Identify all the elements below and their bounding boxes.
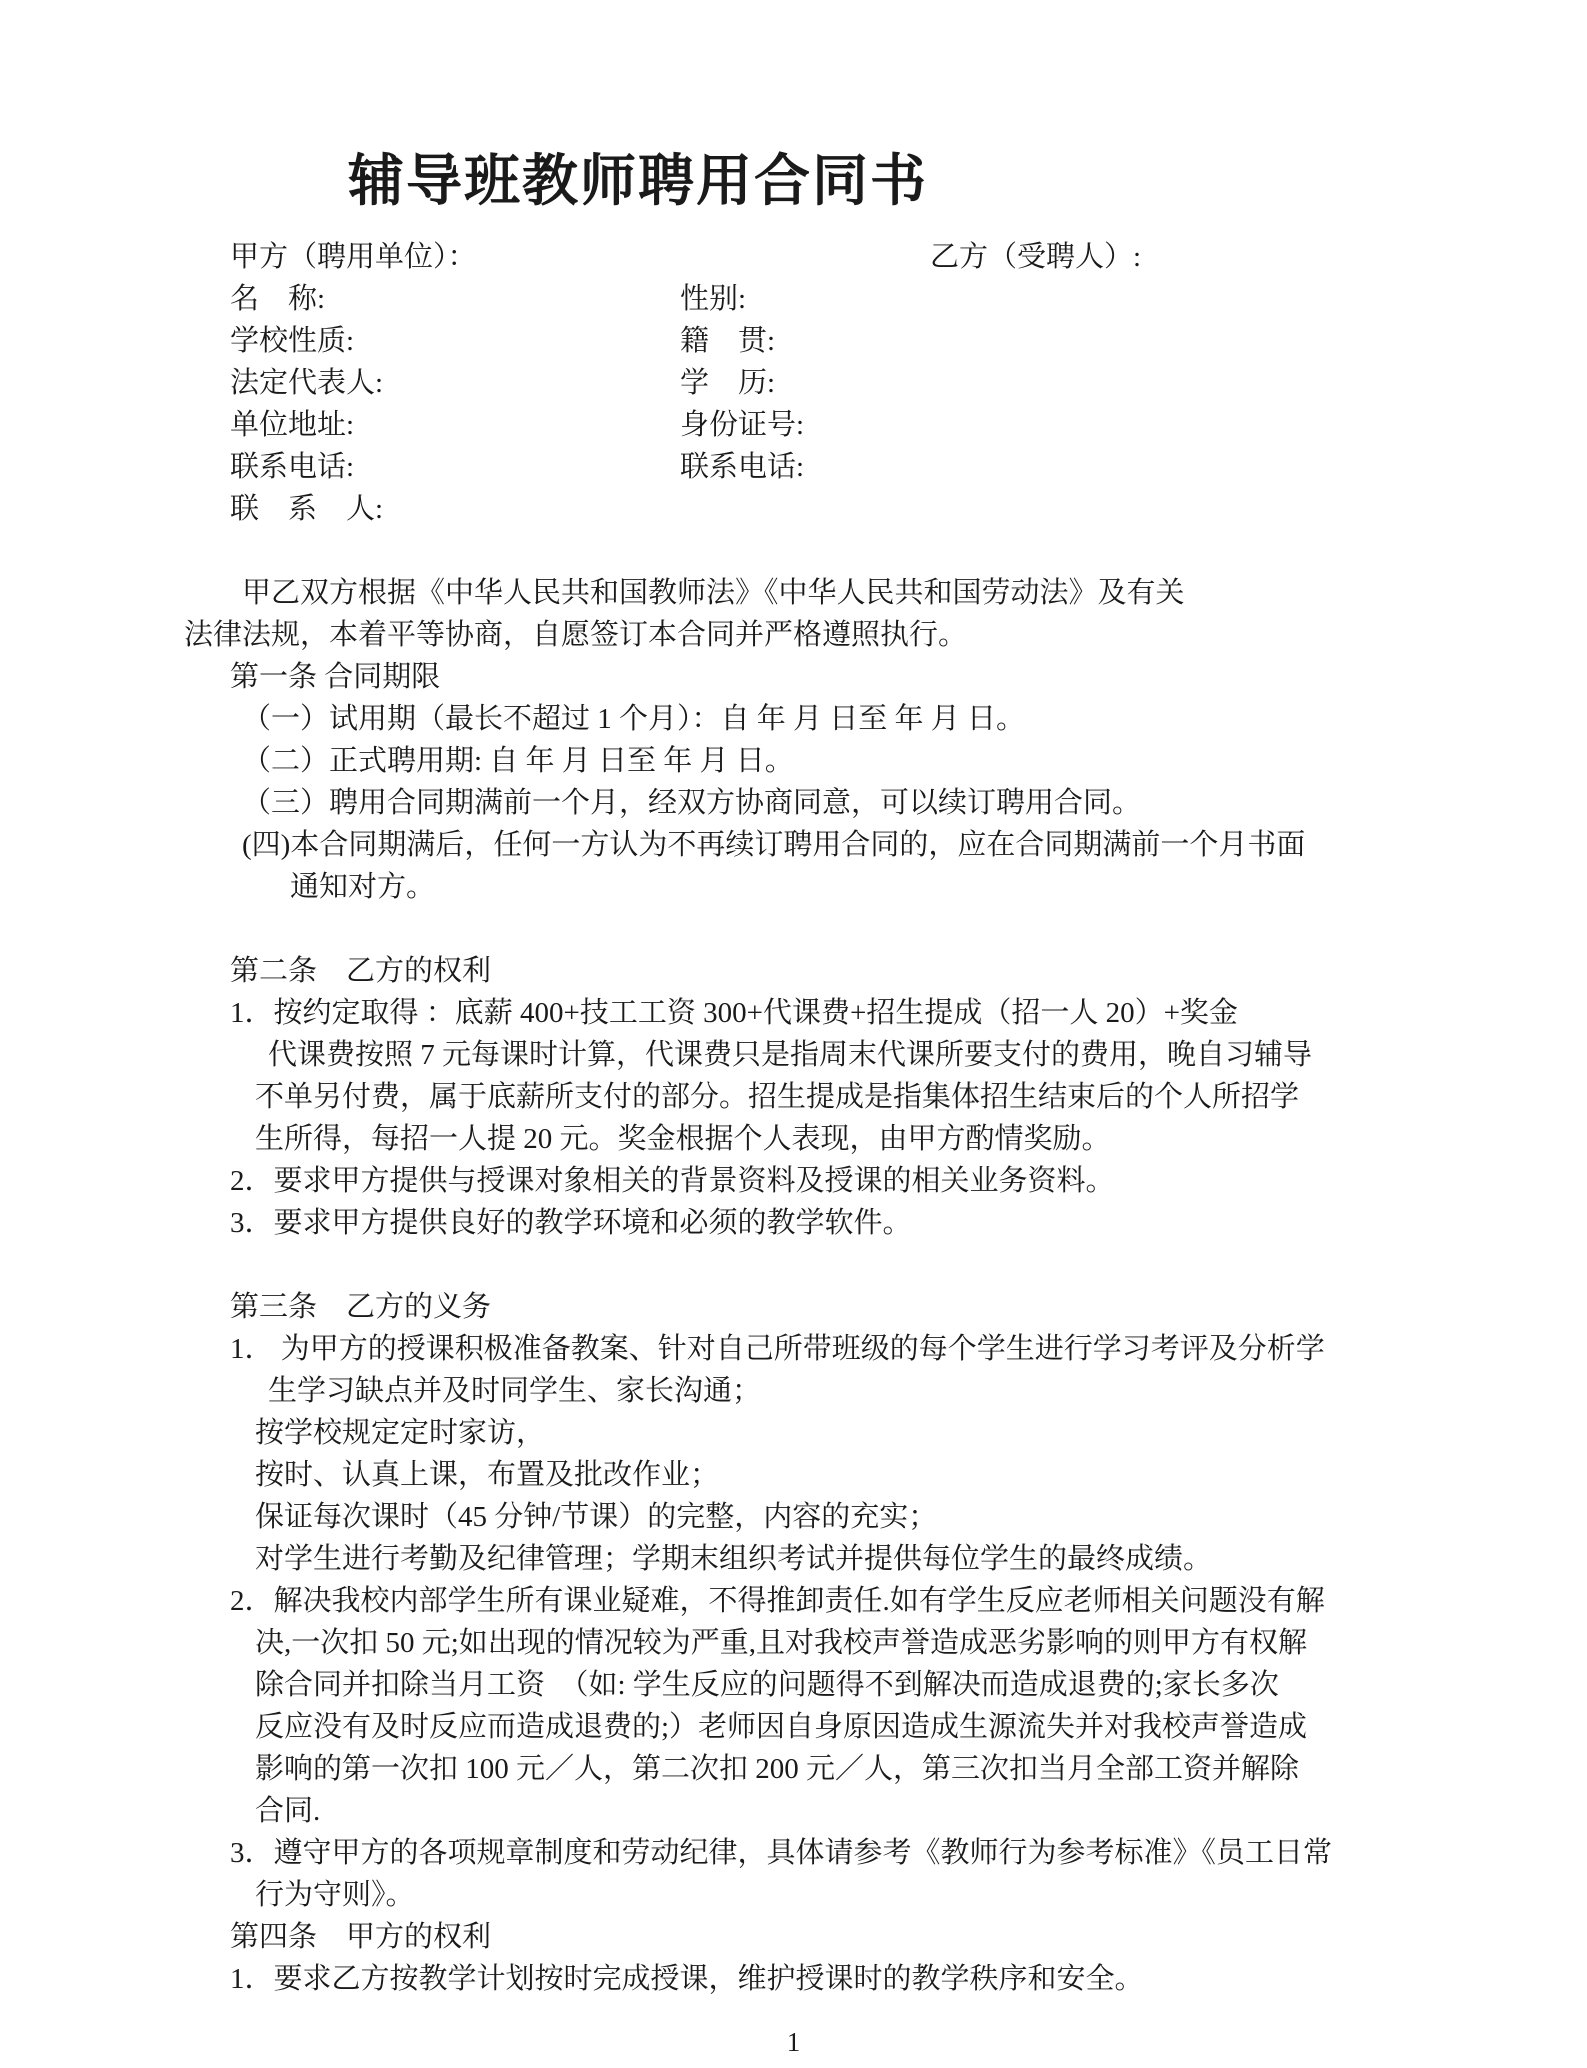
party-a-field-label: 联系电话: [230, 451, 355, 483]
text-line: 法律法规，本着平等协商，自愿签订本合同并严格遵照执行。 [184, 619, 968, 651]
text-line: （二）正式聘用期: 自 年 月 日至 年 月 日。 [242, 745, 794, 777]
text-line: 反应没有及时反应而造成退费的;）老师因自身原因造成生源流失并对我校声誉造成 [255, 1711, 1308, 1743]
blank-line [184, 908, 1544, 950]
party-b-label: 乙方（受聘人）: [930, 241, 1142, 273]
text-line: 除合同并扣除当月工资 （如: 学生反应的问题得不到解决而造成退费的;家长多次 [255, 1669, 1279, 1701]
party-field-row [184, 404, 1544, 446]
text-line: （三）聘用合同期满前一个月，经双方协商同意，可以续订聘用合同。 [242, 787, 1142, 819]
text-line: 影响的第一次扣 100 元／人，第二次扣 200 元／人，第三次扣当月全部工资并解除 [255, 1753, 1300, 1785]
party-b-field-label: 性别: [680, 283, 747, 315]
text-line: （一）试用期（最长不超过 1 个月）：自 年 月 日至 年 月 日。 [242, 703, 1026, 735]
document-title: 辅导班教师聘用合同书 [348, 151, 928, 213]
text-line: 决,一次扣 50 元;如出现的情况较为严重,且对我校声誉造成恶劣影响的则甲方有权解 [255, 1627, 1308, 1659]
text-line: 保证每次课时（45 分钟/节课）的完整，内容的充实； [255, 1501, 938, 1533]
text-line: 对学生进行考勤及纪律管理；学期末组织考试并提供每位学生的最终成绩。 [255, 1543, 1213, 1575]
text-line: 按时、认真上课，布置及批改作业； [255, 1459, 720, 1491]
text-line: 3．要求甲方提供良好的教学环境和必须的教学软件。 [230, 1207, 912, 1239]
document-content [184, 236, 1544, 2000]
text-line: 1． 为甲方的授课积极准备教案、针对自己所带班级的每个学生进行学习考评及分析学 [230, 1333, 1325, 1365]
text-line: 2．要求甲方提供与授课对象相关的背景资料及授课的相关业务资料。 [230, 1165, 1115, 1197]
party-field-row [184, 362, 1544, 404]
party-a-field-label: 单位地址: [230, 409, 355, 441]
party-b-field-label: 学 历: [680, 367, 776, 399]
party-a-field-label: 联 系 人: [230, 493, 384, 525]
parties-row [184, 236, 1544, 278]
blank-line [184, 1244, 1544, 1286]
party-b-field-label: 身份证号: [680, 409, 805, 441]
text-line: 生学习缺点并及时同学生、家长沟通； [268, 1375, 762, 1407]
party-field-row [184, 278, 1544, 320]
text-line: 不单另付费，属于底薪所支付的部分。招生提成是指集体招生结束后的个人所招学 [255, 1081, 1300, 1113]
text-line: 生所得，每招一人提 20 元。奖金根据个人表现，由甲方酌情奖励。 [255, 1123, 1111, 1155]
text-line: 按学校规定定时家访， [255, 1417, 546, 1449]
text-line: 合同. [255, 1795, 321, 1827]
text-line: 2．解决我校内部学生所有课业疑难，不得推卸责任.如有学生反应老师相关问题没有解 [230, 1585, 1325, 1617]
text-line: 第二条 乙方的权利 [230, 955, 492, 987]
blank-line [184, 530, 1544, 572]
text-line: 甲乙双方根据《中华人民共和国教师法》《中华人民共和国劳动法》及有关 [242, 577, 1185, 609]
party-field-row [184, 446, 1544, 488]
party-b-field-label: 联系电话: [680, 451, 805, 483]
text-line: 行为守则》。 [255, 1879, 415, 1911]
party-a-field-label: 法定代表人: [230, 367, 384, 399]
text-line: 第四条 甲方的权利 [230, 1921, 492, 1953]
party-field-row [184, 488, 1544, 530]
text-line: 第一条 合同期限 [230, 661, 441, 693]
party-a-field-label: 学校性质: [230, 325, 355, 357]
text-line: 第三条 乙方的义务 [230, 1291, 492, 1323]
party-a-field-label: 名 称: [230, 283, 326, 315]
text-line: 3．遵守甲方的各项规章制度和劳动纪律，具体请参考《教师行为参考标准》《员工日常 [230, 1837, 1333, 1869]
party-field-row [184, 320, 1544, 362]
text-line: 代课费按照 7 元每课时计算，代课费只是指周末代课所要支付的费用，晚自习辅导 [268, 1039, 1313, 1071]
party-b-field-label: 籍 贯: [680, 325, 776, 357]
text-line: 通知对方。 [290, 871, 436, 903]
page-number: 1 [786, 2027, 801, 2057]
text-line: (四)本合同期满后，任何一方认为不再续订聘用合同的，应在合同期满前一个月书面 [242, 829, 1306, 861]
party-fields [184, 278, 1544, 530]
party-a-label: 甲方（聘用单位）： [230, 241, 477, 273]
text-line: 1．要求乙方按教学计划按时完成授课，维护授课时的教学秩序和安全。 [230, 1963, 1144, 1995]
text-line: 1．按约定取得 ：底薪 400+技工工资 300+代课费+招生提成（招一人 20）+奖金 [230, 997, 1238, 1029]
contract-body [184, 530, 1544, 2000]
